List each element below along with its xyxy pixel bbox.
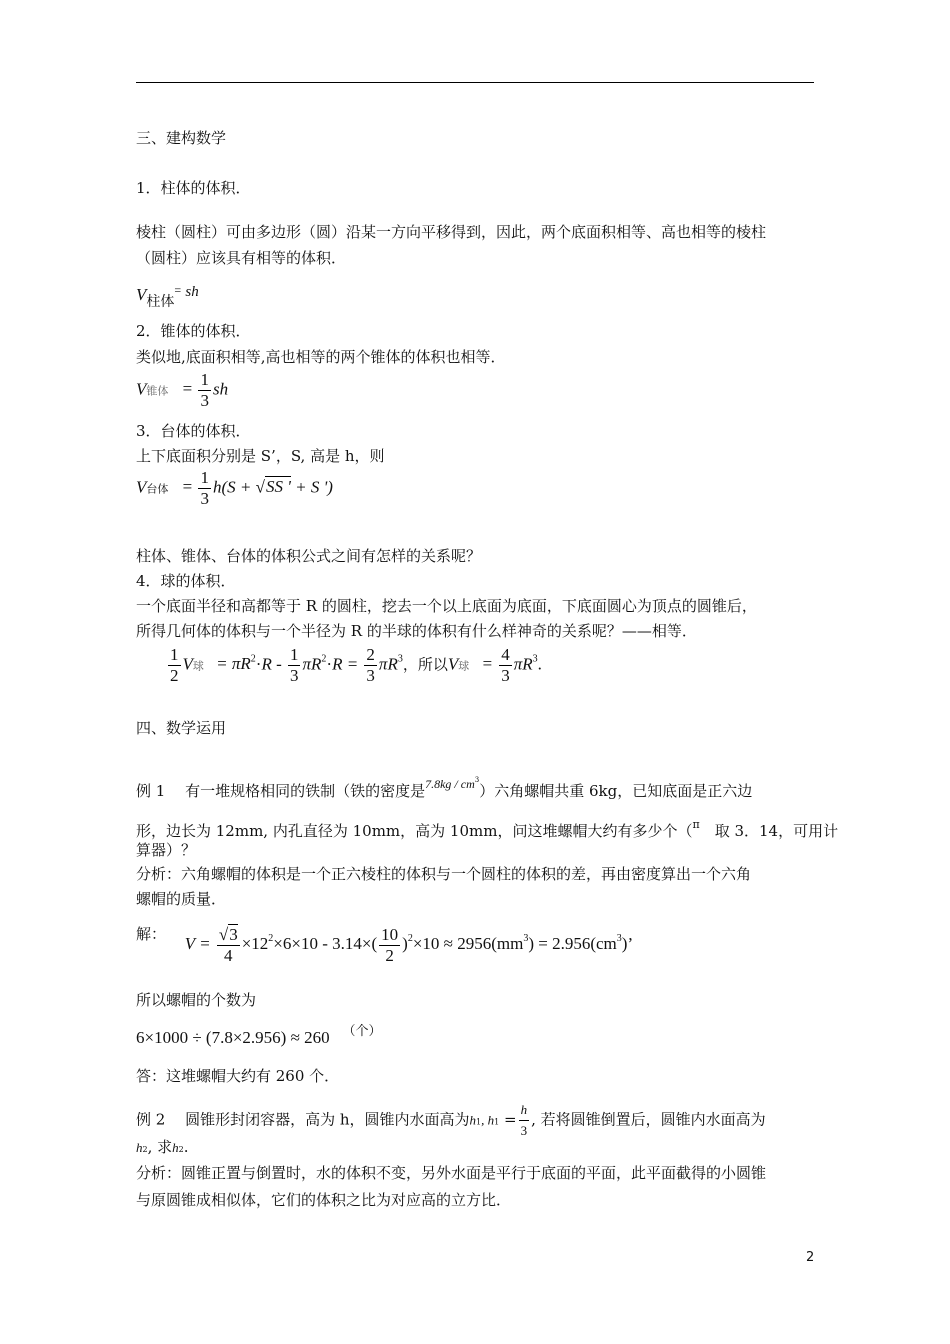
section-3-title: 三、建构数学 bbox=[136, 129, 227, 147]
example-2-analysis-line2: 与原圆锥成相似体，它们的体积之比为对应高的立方比． bbox=[136, 1191, 512, 1209]
formula-frustum-volume: V台体 = $\frac{1}{3}$ h(S + √SS ' + S ') bbox=[136, 468, 333, 508]
item-2-paragraph: 类似地,底面积相等,高也相等的两个锥体的体积也相等． bbox=[136, 348, 506, 366]
example-2-line1: 例 2 圆锥形封闭容器，高为 h，圆锥内水面高为h1, h1 = $\frac{h}{3}$ , 若将圆锥倒置后，圆锥内水面高为 bbox=[136, 1102, 766, 1138]
item-4-title: 4．球的体积． bbox=[136, 572, 236, 590]
question-line: 柱体、锥体、台体的体积公式之间有怎样的关系呢？ bbox=[136, 547, 482, 565]
example-1-line3: 算器）？ bbox=[136, 841, 197, 859]
example-1-analysis-line2: 螺帽的质量． bbox=[136, 890, 227, 908]
item-2-title: 2．锥体的体积． bbox=[136, 322, 251, 340]
count-label: 所以螺帽的个数为 bbox=[136, 991, 257, 1009]
example-1-solution: 解： V = $\frac{√3}{4}$ $\times 12^2\times 6\times 10 - 3.14\times$( $\frac{10}{2}$ )$^2\times 10 \approx 2956(mm^3) = 2.956(cm^3)$’ bbox=[136, 924, 634, 965]
example-1-line1: 例 1 有一堆规格相同的铁制（铁的密度是$^{7.8kg / cm3}$）六角螺帽共重 6kg，已知底面是正六边 bbox=[136, 776, 753, 800]
header-rule bbox=[136, 82, 814, 83]
formula-sphere-volume: $\frac{1}{2}$ V球 = $\pi R^2\cdot R$ - $\frac{1}{3}$ $\pi R^2\cdot R$ = $\frac{2}{3}$ $\pi R^3$，所以V球 = $\frac{4}{3}$ $\pi R^3$. bbox=[170, 645, 542, 685]
example-1-line2: 形，边长为 12mm, 内孔直径为 10mm，高为 10mm，问这堆螺帽大约有多少个（$^\pi$ 取 3．14，可用计 bbox=[136, 818, 839, 840]
count-formula: 6×1000 ÷ (7.8×2.956) ≈ 260 （个） bbox=[136, 1024, 382, 1047]
item-4-paragraph-line2: 所得几何体的体积与一个半径为 R 的半球的体积有什么样神奇的关系呢？——相等． bbox=[136, 622, 697, 640]
item-3-paragraph: 上下底面积分别是 S’，S, 高是 h，则 bbox=[136, 447, 385, 465]
item-1-paragraph-line2: （圆柱）应该具有相等的体积． bbox=[136, 249, 347, 267]
formula-cone-volume: V锥体 = $\frac{1}{3}$ sh bbox=[136, 370, 229, 410]
formula-prism-volume: $V_{柱体}^=$ sh bbox=[136, 283, 199, 310]
item-4-paragraph-line1: 一个底面半径和高都等于 R 的圆柱，挖去一个以上底面为底面，下底面圆心为顶点的圆锥后， bbox=[136, 597, 757, 615]
example-2-line2: h2, 求h2. bbox=[136, 1138, 189, 1156]
page-number: 2 bbox=[806, 1250, 815, 1265]
item-3-title: 3．台体的体积． bbox=[136, 422, 251, 440]
item-1-title: 1．柱体的体积． bbox=[136, 179, 251, 197]
example-1-answer: 答：这堆螺帽大约有 260 个． bbox=[136, 1067, 340, 1085]
item-1-paragraph-line1: 棱柱（圆柱）可由多边形（圆）沿某一方向平移得到，因此，两个底面积相等、高也相等的棱柱 bbox=[136, 223, 767, 241]
section-4-title: 四、数学运用 bbox=[136, 719, 227, 737]
example-2-analysis-line1: 分析：圆锥正置与倒置时，水的体积不变，另外水面是平行于底面的平面，此平面截得的小圆锥 bbox=[136, 1164, 767, 1182]
example-1-analysis-line1: 分析：六角螺帽的体积是一个正六棱柱的体积与一个圆柱的体积的差，再由密度算出一个六角 bbox=[136, 865, 752, 883]
